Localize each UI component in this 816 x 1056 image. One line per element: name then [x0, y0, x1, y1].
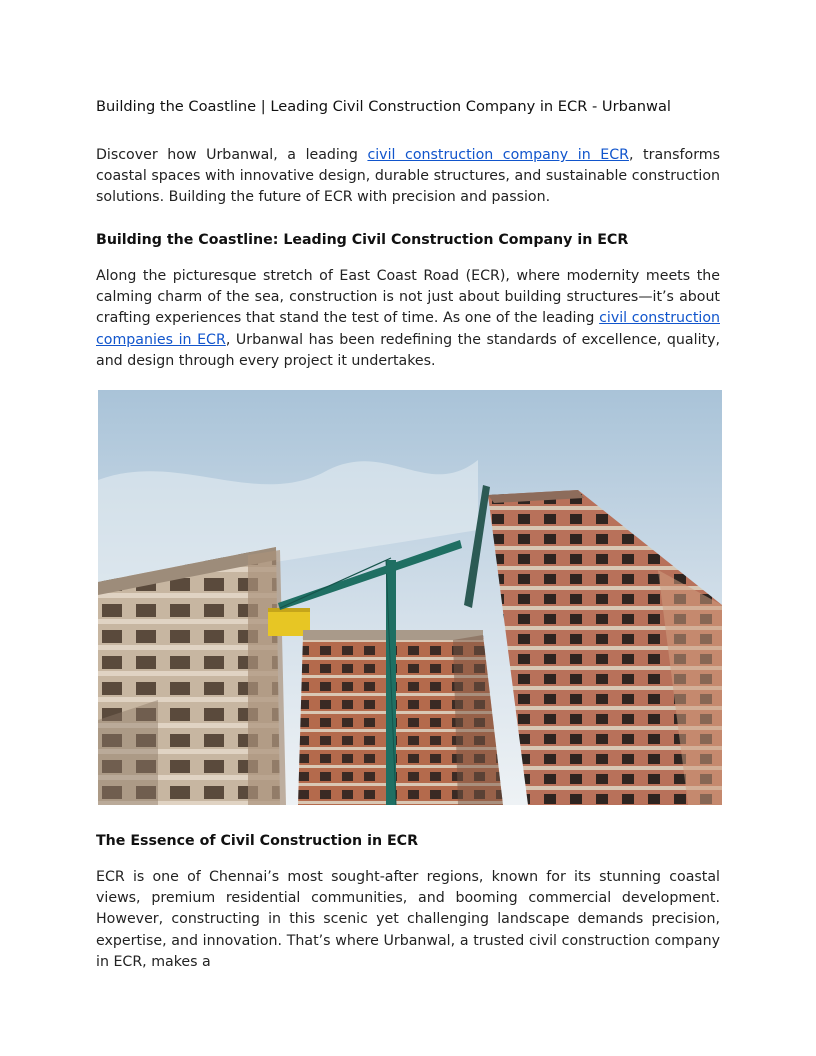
civil-construction-companies-link[interactable]: civil construction companies in ECR: [96, 310, 720, 348]
construction-site-photo: [98, 390, 722, 805]
left-building: [98, 547, 286, 805]
section1-text-before: Along the picturesque stretch of East Coast Road (ECR), where modernity meets the calming charm of the sea, construction is not just about building structures—it’s about crafting experiences that stand the test of time. As one of the leading: [96, 268, 720, 327]
section1-paragraph: [96, 266, 720, 372]
section2-paragraph: ECR is one of Chennai’s most sought-after regions, known for its stunning coastal views, premium residential communities, and booming commercial development. However, constructing in this scenic yet challenging landscape demands precision, expertise, and innovation. That’s where Urbanwal, a trusted civil construction company in ECR, makes a: [96, 869, 720, 970]
intro-paragraph: [96, 145, 720, 209]
section-heading-building-coastline: Building the Coastline: Leading Civil Construction Company in ECR: [96, 232, 629, 248]
section1-text-after: , Urbanwal has been redefining the standards of excellence, quality, and design through every project it undertakes.: [96, 331, 720, 369]
middle-building: [298, 630, 503, 805]
civil-construction-company-link[interactable]: civil construction company in ECR: [367, 147, 629, 163]
document-title: Building the Coastline | Leading Civil Construction Company in ECR - Urbanwal: [96, 98, 671, 115]
intro-text-before: Discover how Urbanwal, a leading: [96, 147, 368, 163]
section-heading-essence: The Essence of Civil Construction in ECR: [96, 833, 419, 849]
intro-text-after: , transforms coastal spaces with innovative design, durable structures, and sustainable construction solutions. Building the future of ECR with precision and passion.: [96, 147, 720, 206]
